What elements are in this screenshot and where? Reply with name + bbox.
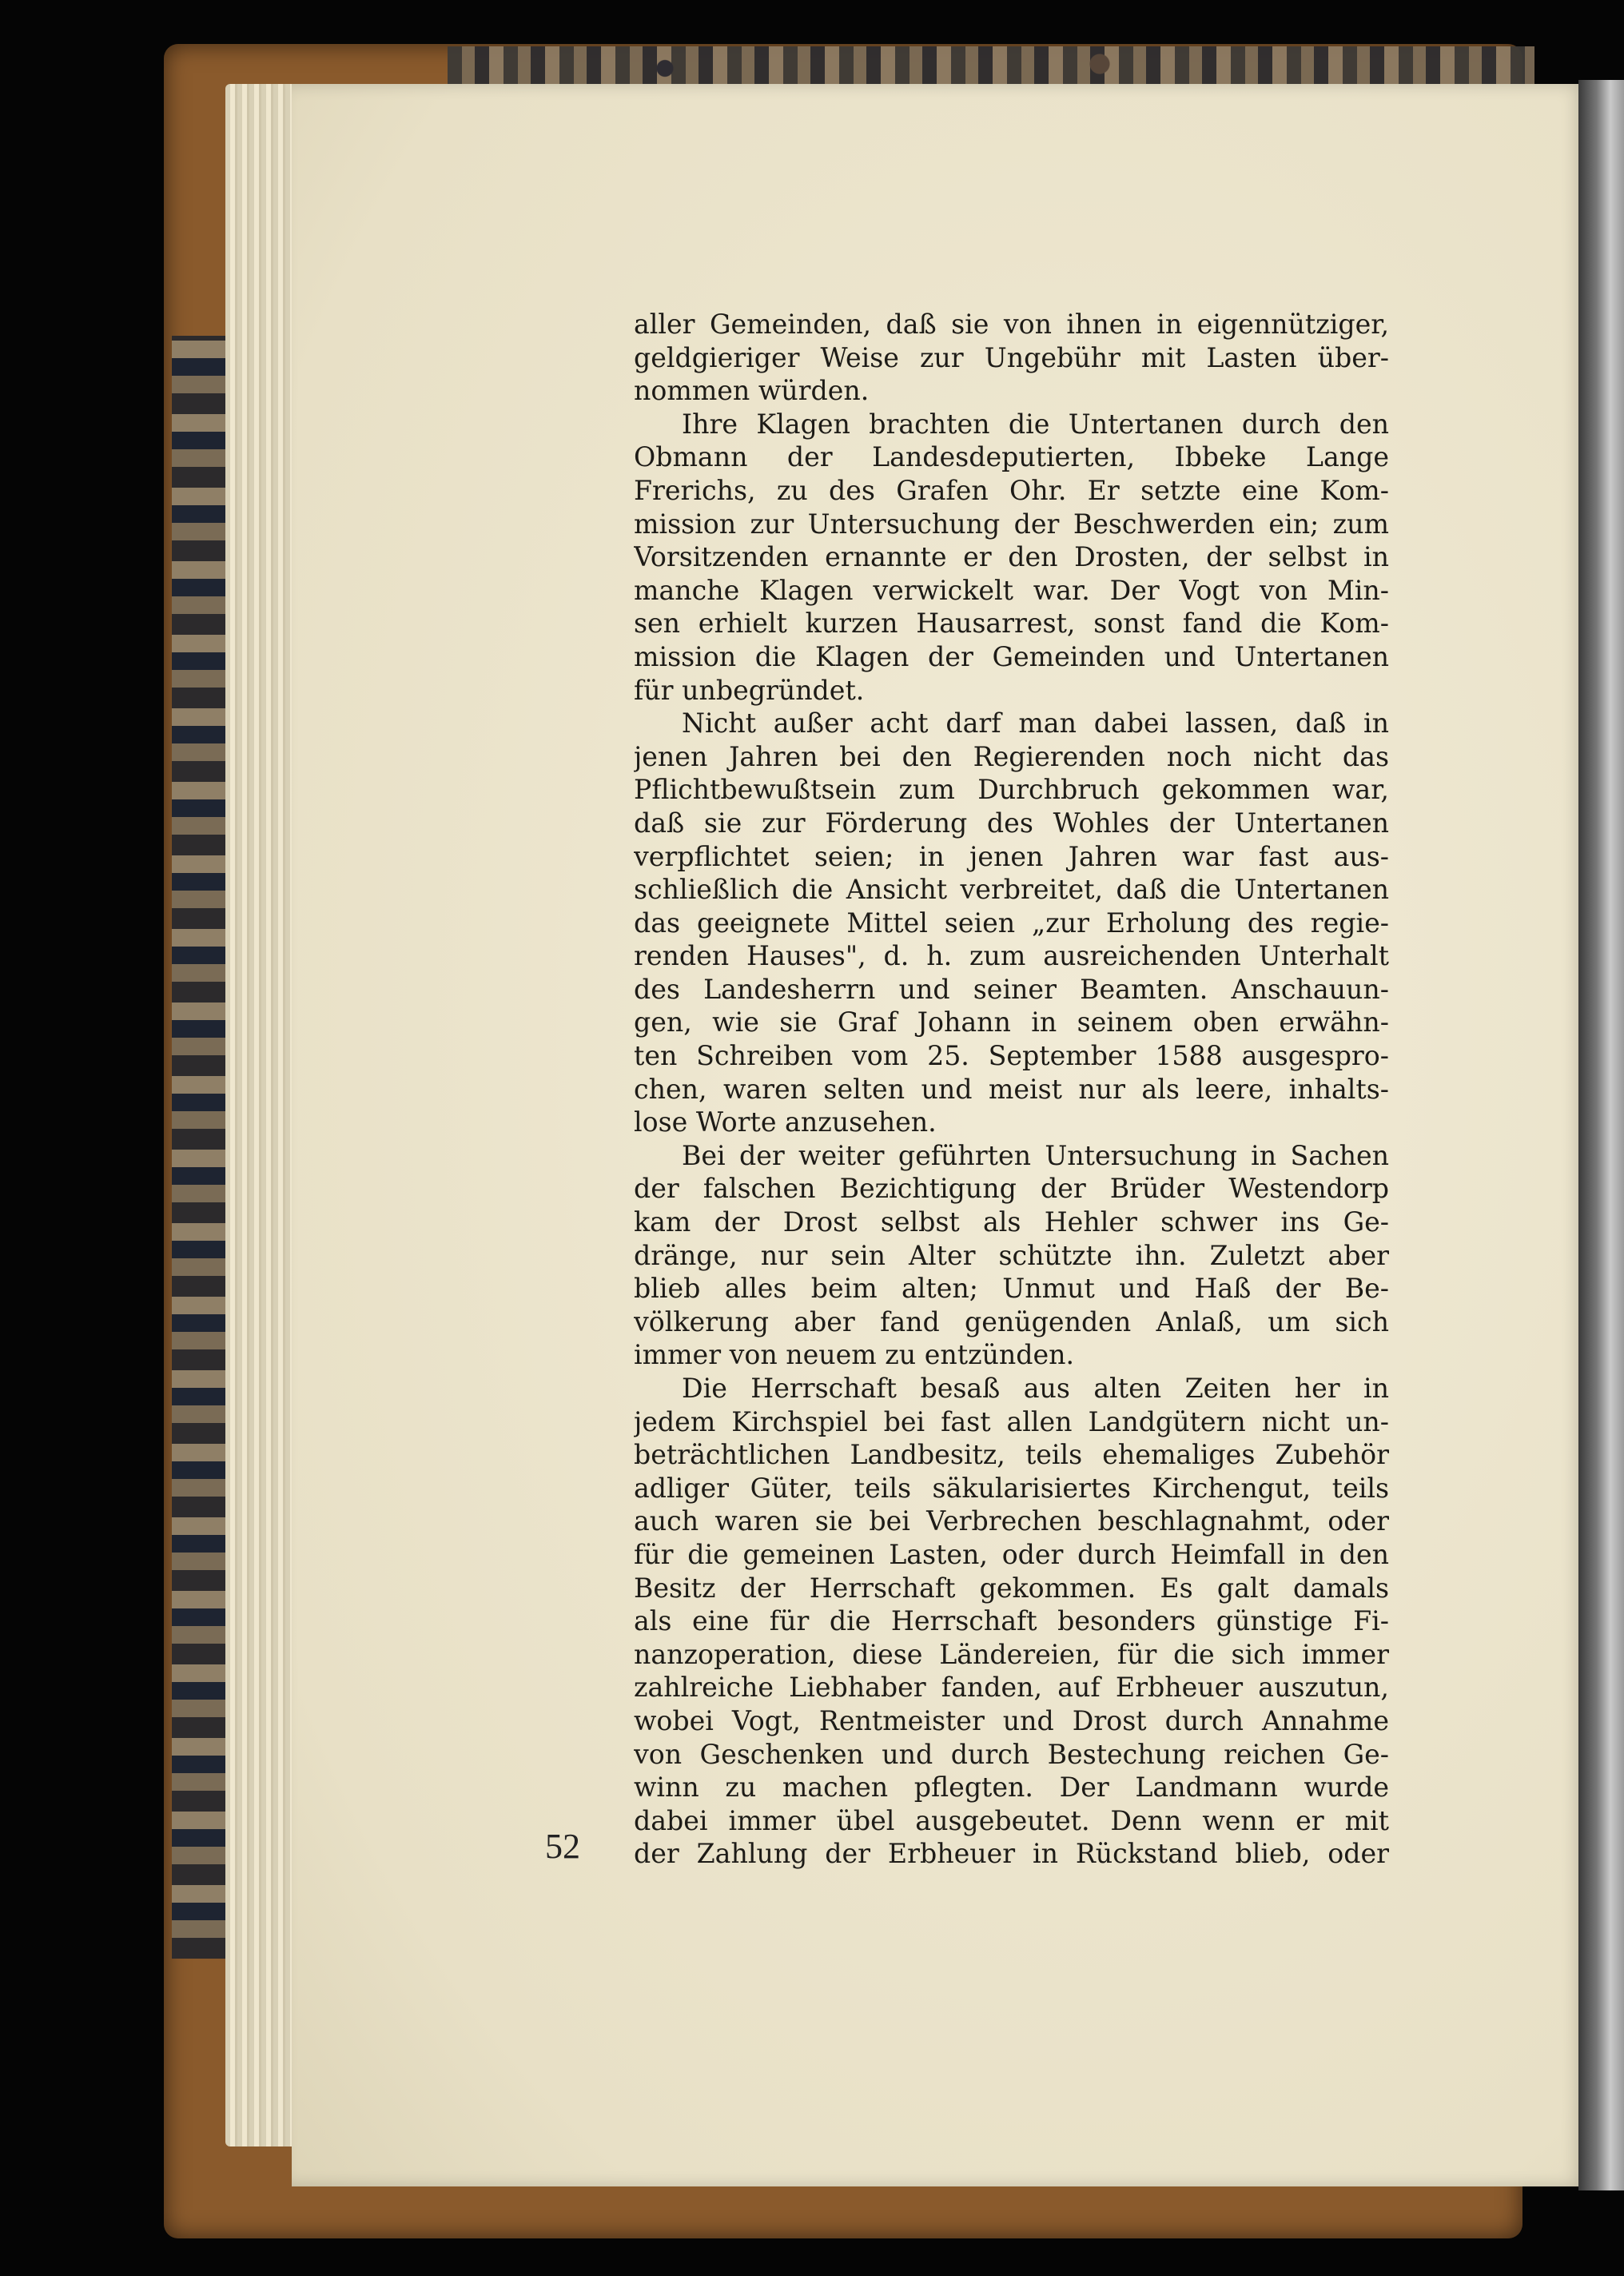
text-line: völkerung aber fand genügenden Anlaß, um sich xyxy=(634,1305,1389,1337)
text-line: jenen Jahren bei den Regierenden noch nicht das xyxy=(634,740,1389,772)
text-line: Bei der weiter geführten Untersuchung in Sachen xyxy=(682,1139,1389,1171)
text-line: lose Worte anzusehen. xyxy=(634,1106,937,1138)
text-line: aller Gemeinden, daß sie von ihnen in eigennütziger, xyxy=(634,309,1389,340)
text-line: dabei immer übel ausgebeutet. Denn wenn er mit xyxy=(634,1804,1389,1836)
text-line: kam der Drost selbst als Hehler schwer ins Ge- xyxy=(634,1206,1389,1238)
facing-page-edge xyxy=(1578,80,1624,2190)
text-line: winn zu machen pflegten. Der Landmann wurde xyxy=(634,1772,1389,1804)
text-line: Pflichtbewußtsein zum Durchbruch gekommen war, xyxy=(634,774,1389,806)
text-line: Ihre Klagen brachten die Untertanen durch den xyxy=(682,408,1389,440)
text-line: als eine für die Herrschaft besonders günstige Fi- xyxy=(634,1605,1389,1637)
text-line: zahlreiche Liebhaber fanden, auf Erbheuer auszutun, xyxy=(634,1672,1389,1704)
text-line: verpflichtet seien; in jenen Jahren war fast aus- xyxy=(634,840,1389,872)
text-line: der Zahlung der Erbheuer in Rückstand blieb, oder xyxy=(634,1838,1389,1870)
text-line: renden Hauses", d. h. zum ausreichenden Unterhalt xyxy=(634,940,1389,972)
text-line: des Landesherrn und seiner Beamten. Anschauun- xyxy=(634,973,1389,1005)
text-line: das geeignete Mittel seien „zur Erholung des regie- xyxy=(634,907,1389,939)
text-line: von Geschenken und durch Bestechung reichen Ge- xyxy=(634,1738,1389,1770)
text-line: schließlich die Ansicht verbreitet, daß die Untertanen xyxy=(634,874,1389,906)
text-line: wobei Vogt, Rentmeister und Drost durch Annahme xyxy=(634,1704,1389,1736)
text-line: beträchtlichen Landbesitz, teils ehemaliges Zubehör xyxy=(634,1439,1389,1471)
text-line: Frerichs, zu des Grafen Ohr. Er setzte eine Kom- xyxy=(634,474,1389,506)
marbled-edge-left xyxy=(172,336,226,1959)
text-line: für die gemeinen Lasten, oder durch Heimfall in den xyxy=(634,1538,1389,1570)
text-line: sen erhielt kurzen Hausarrest, sonst fand die Kom- xyxy=(634,608,1389,640)
page-stack-edges xyxy=(225,84,297,2146)
text-line: der falschen Bezichtigung der Brüder Westendorp xyxy=(634,1173,1389,1205)
text-line: geldgieriger Weise zur Ungebühr mit Lasten über- xyxy=(634,341,1389,373)
page-number: 52 xyxy=(545,1827,580,1866)
text-line: jedem Kirchspiel bei fast allen Landgütern nicht un- xyxy=(634,1405,1389,1437)
text-line: mission die Klagen der Gemeinden und Untertanen xyxy=(634,640,1389,672)
text-line: adliger Güter, teils säkularisiertes Kirchengut, teils xyxy=(634,1472,1389,1504)
text-line: blieb alles beim alten; Unmut und Haß der Be- xyxy=(634,1273,1389,1305)
text-line: daß sie zur Förderung des Wohles der Untertanen xyxy=(634,807,1389,839)
text-line: Besitz der Herrschaft gekommen. Es galt damals xyxy=(634,1572,1389,1604)
text-line: Die Herrschaft besaß aus alten Zeiten her in xyxy=(682,1373,1389,1404)
text-line: gen, wie sie Graf Johann in seinem oben erwähn- xyxy=(634,1006,1389,1038)
text-line: nanzoperation, diese Ländereien, für die sich immer xyxy=(634,1638,1389,1670)
text-line: auch waren sie bei Verbrechen beschlagnahmt, oder xyxy=(634,1505,1389,1537)
text-line: manche Klagen verwickelt war. Der Vogt von Min- xyxy=(634,574,1389,606)
text-line: für unbegründet. xyxy=(634,674,865,706)
text-line: dränge, nur sein Alter schützte ihn. Zuletzt aber xyxy=(634,1239,1389,1271)
text-line: chen, waren selten und meist nur als leere, inhalts- xyxy=(634,1073,1389,1105)
text-line: immer von neuem zu entzünden. xyxy=(634,1339,1075,1371)
body-text xyxy=(634,308,1389,1871)
text-line: Obmann der Landesdeputierten, Ibbeke Lange xyxy=(634,441,1389,473)
text-line: Nicht außer acht darf man dabei lassen, daß in xyxy=(682,708,1389,739)
text-line: nommen würden. xyxy=(634,375,870,407)
text-line: mission zur Untersuchung der Beschwerden ein; zum xyxy=(634,508,1389,540)
text-line: ten Schreiben vom 25. September 1588 ausgespro- xyxy=(634,1040,1389,1072)
text-line: Vorsitzenden ernannte er den Drosten, der selbst in xyxy=(634,541,1389,573)
